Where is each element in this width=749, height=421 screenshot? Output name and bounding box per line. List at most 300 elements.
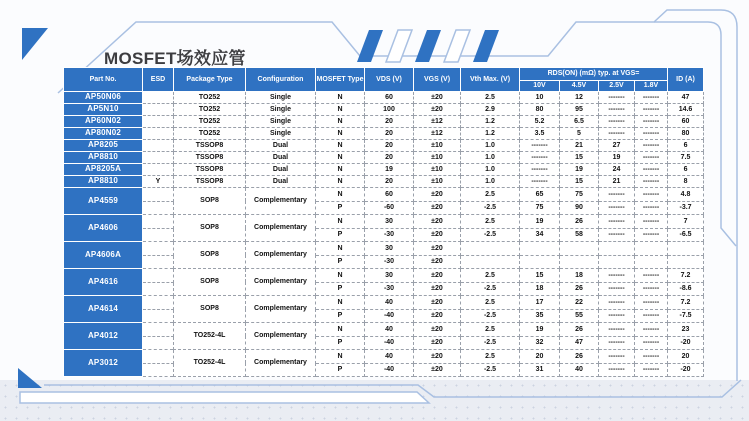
slash-outline-icon xyxy=(386,30,412,62)
mosfet-type-cell: P xyxy=(316,309,365,323)
rds-2v5-cell: ------- xyxy=(599,201,635,215)
configuration-cell: Dual xyxy=(246,152,316,164)
part-no-cell: AP80N02 xyxy=(64,128,143,140)
vgs-cell: ±20 xyxy=(414,350,461,364)
part-no-cell: AP4606 xyxy=(64,215,143,242)
esd-cell xyxy=(143,296,174,310)
mosfet-type-cell: N xyxy=(316,215,365,229)
rds-2v5-cell: ------- xyxy=(599,128,635,140)
package-type-cell: TO252 xyxy=(174,116,246,128)
package-type-cell: SOP8 xyxy=(174,269,246,296)
esd-cell: Y xyxy=(143,176,174,188)
configuration-cell: Complementary xyxy=(246,350,316,377)
rds-4v5-cell: 6.5 xyxy=(560,116,599,128)
rds-1v8-cell: ------- xyxy=(635,188,668,202)
id-cell: 8 xyxy=(668,176,704,188)
vth-max-cell xyxy=(461,242,520,256)
slash-icon xyxy=(357,30,383,62)
vth-max-cell xyxy=(461,255,520,269)
rds-10v-cell: 18 xyxy=(520,282,560,296)
rds-10v-cell: ------- xyxy=(520,164,560,176)
rds-1v8-cell: ------- xyxy=(635,104,668,116)
slash-icon xyxy=(415,30,441,62)
configuration-cell: Complementary xyxy=(246,188,316,215)
table-row xyxy=(64,92,704,104)
esd-cell xyxy=(143,269,174,283)
table-row xyxy=(64,255,704,269)
package-type-cell: TSSOP8 xyxy=(174,176,246,188)
vds-cell: -30 xyxy=(365,228,414,242)
vth-max-cell: 1.0 xyxy=(461,176,520,188)
header-rds-10v: 10V xyxy=(520,81,560,92)
rds-4v5-cell: 40 xyxy=(560,363,599,377)
table-row xyxy=(64,323,704,337)
rds-10v-cell: ------- xyxy=(520,152,560,164)
esd-cell xyxy=(143,140,174,152)
package-type-cell: TO252 xyxy=(174,92,246,104)
vth-max-cell: 1.0 xyxy=(461,164,520,176)
id-cell: 7.2 xyxy=(668,269,704,283)
esd-cell xyxy=(143,201,174,215)
vth-max-cell: 2.5 xyxy=(461,188,520,202)
id-cell: 7 xyxy=(668,215,704,229)
rds-10v-cell: ------- xyxy=(520,140,560,152)
header-part-no: Part No. xyxy=(64,68,143,92)
table-row xyxy=(64,228,704,242)
part-no-cell: AP4616 xyxy=(64,269,143,296)
configuration-cell: Dual xyxy=(246,140,316,152)
id-cell: 23 xyxy=(668,323,704,337)
rds-10v-cell: 15 xyxy=(520,269,560,283)
rds-2v5-cell: ------- xyxy=(599,323,635,337)
rds-4v5-cell: 15 xyxy=(560,176,599,188)
table-header xyxy=(64,68,704,92)
part-no-cell: AP4559 xyxy=(64,188,143,215)
vgs-cell: ±12 xyxy=(414,128,461,140)
rds-1v8-cell: ------- xyxy=(635,215,668,229)
esd-cell xyxy=(143,164,174,176)
configuration-cell: Complementary xyxy=(246,215,316,242)
configuration-cell: Single xyxy=(246,104,316,116)
mosfet-type-cell: N xyxy=(316,140,365,152)
package-type-cell: TO252-4L xyxy=(174,350,246,377)
mosfet-type-cell: N xyxy=(316,164,365,176)
header-row-1 xyxy=(64,68,704,81)
vds-cell: 40 xyxy=(365,296,414,310)
rds-2v5-cell: 27 xyxy=(599,140,635,152)
rds-4v5-cell: 58 xyxy=(560,228,599,242)
vds-cell: 30 xyxy=(365,215,414,229)
table-row xyxy=(64,164,704,176)
vth-max-cell: 2.9 xyxy=(461,104,520,116)
header-configuration: Configuration xyxy=(246,68,316,92)
vds-cell: -40 xyxy=(365,336,414,350)
vds-cell: 60 xyxy=(365,92,414,104)
vds-cell: 20 xyxy=(365,128,414,140)
vgs-cell: ±10 xyxy=(414,164,461,176)
table-row xyxy=(64,176,704,188)
page-title: MOSFET场效应管 xyxy=(104,49,246,68)
id-cell: 60 xyxy=(668,116,704,128)
configuration-cell: Complementary xyxy=(246,269,316,296)
rds-10v-cell: 17 xyxy=(520,296,560,310)
mosfet-type-cell: N xyxy=(316,104,365,116)
vth-max-cell: -2.5 xyxy=(461,228,520,242)
rds-4v5-cell: 55 xyxy=(560,309,599,323)
rds-2v5-cell: ------- xyxy=(599,363,635,377)
esd-cell xyxy=(143,92,174,104)
id-cell: 6 xyxy=(668,140,704,152)
id-cell: -7.5 xyxy=(668,309,704,323)
id-cell xyxy=(668,255,704,269)
rds-2v5-cell: 24 xyxy=(599,164,635,176)
id-cell: -6.5 xyxy=(668,228,704,242)
mosfet-type-cell: N xyxy=(316,323,365,337)
rds-2v5-cell: ------- xyxy=(599,92,635,104)
vgs-cell: ±20 xyxy=(414,336,461,350)
table-row xyxy=(64,282,704,296)
rds-4v5-cell: 22 xyxy=(560,296,599,310)
part-no-cell: AP8205 xyxy=(64,140,143,152)
rds-1v8-cell: ------- xyxy=(635,350,668,364)
part-no-cell: AP8205A xyxy=(64,164,143,176)
rds-1v8-cell: ------- xyxy=(635,323,668,337)
rds-2v5-cell: ------- xyxy=(599,269,635,283)
package-type-cell: SOP8 xyxy=(174,188,246,215)
rds-1v8-cell xyxy=(635,242,668,256)
part-no-cell: AP4012 xyxy=(64,323,143,350)
table-row xyxy=(64,296,704,310)
vgs-cell: ±20 xyxy=(414,282,461,296)
rds-2v5-cell xyxy=(599,242,635,256)
rds-10v-cell: 3.5 xyxy=(520,128,560,140)
rds-1v8-cell: ------- xyxy=(635,282,668,296)
rds-2v5-cell xyxy=(599,255,635,269)
table-row xyxy=(64,201,704,215)
table-row xyxy=(64,104,704,116)
mosfet-type-cell: N xyxy=(316,188,365,202)
rds-10v-cell: 20 xyxy=(520,350,560,364)
rds-4v5-cell: 5 xyxy=(560,128,599,140)
esd-cell xyxy=(143,309,174,323)
esd-cell xyxy=(143,363,174,377)
package-type-cell: TO252 xyxy=(174,104,246,116)
package-type-cell: TO252-4L xyxy=(174,323,246,350)
vds-cell: 60 xyxy=(365,188,414,202)
header-rds-2v5: 2.5V xyxy=(599,81,635,92)
esd-cell xyxy=(143,282,174,296)
vds-cell: 20 xyxy=(365,176,414,188)
mosfet-type-cell: N xyxy=(316,92,365,104)
rds-4v5-cell: 26 xyxy=(560,350,599,364)
rds-1v8-cell: ------- xyxy=(635,128,668,140)
rds-10v-cell: 34 xyxy=(520,228,560,242)
package-type-cell: TSSOP8 xyxy=(174,140,246,152)
rds-4v5-cell: 19 xyxy=(560,164,599,176)
table-row xyxy=(64,188,704,202)
rds-10v-cell xyxy=(520,255,560,269)
table-row xyxy=(64,215,704,229)
vgs-cell: ±20 xyxy=(414,201,461,215)
vgs-cell: ±20 xyxy=(414,363,461,377)
mosfet-type-cell: N xyxy=(316,116,365,128)
rds-1v8-cell: ------- xyxy=(635,140,668,152)
rds-10v-cell: 75 xyxy=(520,201,560,215)
vth-max-cell: -2.5 xyxy=(461,336,520,350)
table-row xyxy=(64,152,704,164)
esd-cell xyxy=(143,255,174,269)
vgs-cell: ±20 xyxy=(414,242,461,256)
id-cell xyxy=(668,242,704,256)
mosfet-type-cell: N xyxy=(316,176,365,188)
rds-2v5-cell: 19 xyxy=(599,152,635,164)
package-type-cell: TO252 xyxy=(174,128,246,140)
vgs-cell: ±20 xyxy=(414,215,461,229)
rds-2v5-cell: ------- xyxy=(599,116,635,128)
vgs-cell: ±20 xyxy=(414,228,461,242)
vds-cell: 40 xyxy=(365,350,414,364)
rds-1v8-cell: ------- xyxy=(635,201,668,215)
header-rds-1v8: 1.8V xyxy=(635,81,668,92)
table-row xyxy=(64,242,704,256)
rds-1v8-cell xyxy=(635,255,668,269)
vgs-cell: ±20 xyxy=(414,104,461,116)
id-cell: -20 xyxy=(668,336,704,350)
esd-cell xyxy=(143,336,174,350)
mosfet-type-cell: P xyxy=(316,363,365,377)
table-row xyxy=(64,269,704,283)
vds-cell: -40 xyxy=(365,363,414,377)
vth-max-cell: -2.5 xyxy=(461,363,520,377)
part-no-cell: AP3012 xyxy=(64,350,143,377)
header-vth-max: Vth Max. (V) xyxy=(461,68,520,92)
esd-cell xyxy=(143,242,174,256)
rds-2v5-cell: ------- xyxy=(599,282,635,296)
vgs-cell: ±20 xyxy=(414,188,461,202)
vgs-cell: ±20 xyxy=(414,255,461,269)
vds-cell: -40 xyxy=(365,309,414,323)
vth-max-cell: -2.5 xyxy=(461,201,520,215)
rds-2v5-cell: 21 xyxy=(599,176,635,188)
vth-max-cell: -2.5 xyxy=(461,282,520,296)
esd-cell xyxy=(143,323,174,337)
id-cell: -8.6 xyxy=(668,282,704,296)
package-type-cell: SOP8 xyxy=(174,215,246,242)
vds-cell: 19 xyxy=(365,164,414,176)
bottom-left-triangle-icon xyxy=(18,368,42,388)
rds-1v8-cell: ------- xyxy=(635,309,668,323)
header-id: ID (A) xyxy=(668,68,704,92)
vth-max-cell: 2.5 xyxy=(461,215,520,229)
esd-cell xyxy=(143,350,174,364)
rds-10v-cell: 19 xyxy=(520,323,560,337)
rds-10v-cell: 32 xyxy=(520,336,560,350)
vth-max-cell: 1.0 xyxy=(461,140,520,152)
part-no-cell: AP5N10 xyxy=(64,104,143,116)
rds-1v8-cell: ------- xyxy=(635,116,668,128)
mosfet-type-cell: N xyxy=(316,350,365,364)
mosfet-type-cell: P xyxy=(316,228,365,242)
top-left-triangle-icon xyxy=(22,28,48,60)
id-cell: 4.8 xyxy=(668,188,704,202)
mosfet-type-cell: P xyxy=(316,255,365,269)
rds-10v-cell: 5.2 xyxy=(520,116,560,128)
rds-2v5-cell: ------- xyxy=(599,215,635,229)
mosfet-type-cell: P xyxy=(316,201,365,215)
rds-2v5-cell: ------- xyxy=(599,228,635,242)
id-cell: 7.5 xyxy=(668,152,704,164)
vth-max-cell: 1.0 xyxy=(461,152,520,164)
table-row xyxy=(64,336,704,350)
vgs-cell: ±20 xyxy=(414,92,461,104)
rds-2v5-cell: ------- xyxy=(599,309,635,323)
package-type-cell: TSSOP8 xyxy=(174,164,246,176)
package-type-cell: SOP8 xyxy=(174,242,246,269)
vth-max-cell: 2.5 xyxy=(461,92,520,104)
rds-10v-cell: 35 xyxy=(520,309,560,323)
id-cell: -3.7 xyxy=(668,201,704,215)
rds-2v5-cell: ------- xyxy=(599,188,635,202)
esd-cell xyxy=(143,152,174,164)
header-package-type: Package Type xyxy=(174,68,246,92)
esd-cell xyxy=(143,215,174,229)
rds-1v8-cell: ------- xyxy=(635,228,668,242)
part-no-cell: AP8810 xyxy=(64,152,143,164)
vth-max-cell: 1.2 xyxy=(461,116,520,128)
vgs-cell: ±20 xyxy=(414,323,461,337)
rds-4v5-cell: 15 xyxy=(560,152,599,164)
vgs-cell: ±20 xyxy=(414,309,461,323)
rds-4v5-cell: 18 xyxy=(560,269,599,283)
configuration-cell: Single xyxy=(246,128,316,140)
vgs-cell: ±10 xyxy=(414,176,461,188)
part-no-cell: AP8810 xyxy=(64,176,143,188)
rds-2v5-cell: ------- xyxy=(599,350,635,364)
rds-4v5-cell xyxy=(560,255,599,269)
vgs-cell: ±20 xyxy=(414,296,461,310)
rds-2v5-cell: ------- xyxy=(599,336,635,350)
rds-2v5-cell: ------- xyxy=(599,296,635,310)
table-row xyxy=(64,128,704,140)
rds-1v8-cell: ------- xyxy=(635,92,668,104)
rds-10v-cell: 80 xyxy=(520,104,560,116)
vgs-cell: ±10 xyxy=(414,140,461,152)
rds-4v5-cell: 26 xyxy=(560,215,599,229)
rds-10v-cell: ------- xyxy=(520,176,560,188)
header-rds-group: RDS(ON) (mΩ) typ. at VGS= xyxy=(520,68,668,81)
rds-1v8-cell: ------- xyxy=(635,164,668,176)
configuration-cell: Dual xyxy=(246,164,316,176)
configuration-cell: Complementary xyxy=(246,323,316,350)
part-no-cell: AP4606A xyxy=(64,242,143,269)
vgs-cell: ±10 xyxy=(414,152,461,164)
vth-max-cell: 1.2 xyxy=(461,128,520,140)
rds-2v5-cell: ------- xyxy=(599,104,635,116)
configuration-cell: Complementary xyxy=(246,242,316,269)
id-cell: 47 xyxy=(668,92,704,104)
rds-10v-cell: 10 xyxy=(520,92,560,104)
rds-10v-cell: 31 xyxy=(520,363,560,377)
rds-1v8-cell: ------- xyxy=(635,363,668,377)
header-vgs: VGS (V) xyxy=(414,68,461,92)
esd-cell xyxy=(143,104,174,116)
part-no-cell: AP4614 xyxy=(64,296,143,323)
slash-outline-icon xyxy=(444,30,470,62)
id-cell: 14.6 xyxy=(668,104,704,116)
esd-cell xyxy=(143,116,174,128)
rds-1v8-cell: ------- xyxy=(635,176,668,188)
vds-cell: 30 xyxy=(365,269,414,283)
table-row xyxy=(64,350,704,364)
id-cell: 20 xyxy=(668,350,704,364)
rds-10v-cell xyxy=(520,242,560,256)
table-row xyxy=(64,363,704,377)
rds-1v8-cell: ------- xyxy=(635,296,668,310)
rds-4v5-cell: 26 xyxy=(560,282,599,296)
vds-cell: -60 xyxy=(365,201,414,215)
rds-4v5-cell: 90 xyxy=(560,201,599,215)
vds-cell: 20 xyxy=(365,152,414,164)
mosfet-type-cell: N xyxy=(316,128,365,140)
vth-max-cell: 2.5 xyxy=(461,350,520,364)
slash-icon xyxy=(473,30,499,62)
esd-cell xyxy=(143,228,174,242)
vds-cell: 100 xyxy=(365,104,414,116)
configuration-cell: Complementary xyxy=(246,296,316,323)
vth-max-cell: 2.5 xyxy=(461,323,520,337)
header-esd: ESD xyxy=(143,68,174,92)
vth-max-cell: 2.5 xyxy=(461,269,520,283)
configuration-cell: Single xyxy=(246,116,316,128)
vds-cell: 40 xyxy=(365,323,414,337)
rds-4v5-cell: 47 xyxy=(560,336,599,350)
vds-cell: -30 xyxy=(365,255,414,269)
esd-cell xyxy=(143,188,174,202)
mosfet-type-cell: P xyxy=(316,336,365,350)
vgs-cell: ±12 xyxy=(414,116,461,128)
mosfet-type-cell: N xyxy=(316,152,365,164)
mosfet-table xyxy=(63,67,704,377)
configuration-cell: Dual xyxy=(246,176,316,188)
table-row xyxy=(64,140,704,152)
rds-4v5-cell: 12 xyxy=(560,92,599,104)
id-cell: 80 xyxy=(668,128,704,140)
mosfet-type-cell: N xyxy=(316,242,365,256)
part-no-cell: AP50N06 xyxy=(64,92,143,104)
rds-1v8-cell: ------- xyxy=(635,152,668,164)
header-rds-4v5: 4.5V xyxy=(560,81,599,92)
vds-cell: 30 xyxy=(365,242,414,256)
rds-4v5-cell xyxy=(560,242,599,256)
package-type-cell: TSSOP8 xyxy=(174,152,246,164)
package-type-cell: SOP8 xyxy=(174,296,246,323)
table-row xyxy=(64,116,704,128)
vth-max-cell: -2.5 xyxy=(461,309,520,323)
vds-cell: 20 xyxy=(365,116,414,128)
rds-10v-cell: 65 xyxy=(520,188,560,202)
table-row xyxy=(64,309,704,323)
vth-max-cell: 2.5 xyxy=(461,296,520,310)
mosfet-type-cell: N xyxy=(316,296,365,310)
rds-4v5-cell: 95 xyxy=(560,104,599,116)
configuration-cell: Single xyxy=(246,92,316,104)
rds-4v5-cell: 75 xyxy=(560,188,599,202)
rds-10v-cell: 19 xyxy=(520,215,560,229)
rds-4v5-cell: 26 xyxy=(560,323,599,337)
part-no-cell: AP60N02 xyxy=(64,116,143,128)
vds-cell: 20 xyxy=(365,140,414,152)
header-vds: VDS (V) xyxy=(365,68,414,92)
